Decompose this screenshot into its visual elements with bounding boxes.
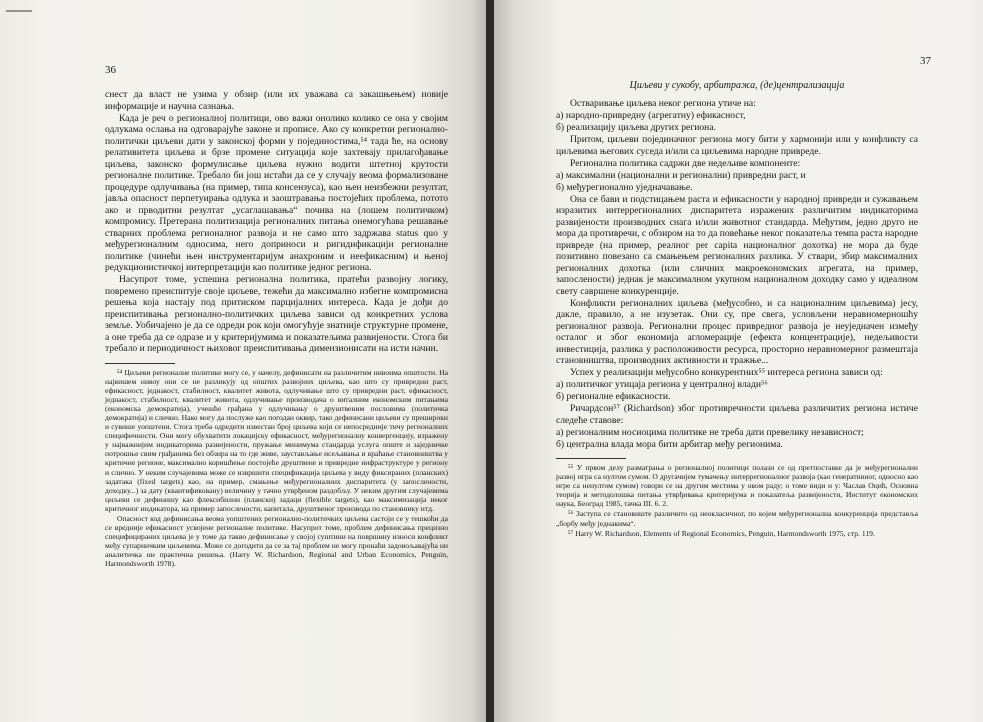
- right-paragraph-1: Остваривање циљева неког региона утиче на:: [570, 98, 756, 109]
- right-list-item-a3: а) политичког утицаја региона у централној влади⁵⁶: [556, 379, 768, 390]
- footnote-separator: [556, 458, 626, 459]
- footnote-separator: [105, 363, 175, 364]
- right-footnote-55: ⁵⁵ У првом делу разматрања о регионалној политици полази се од претпоставке да је међурегионални развој игра са нултом сумом. О другачијем тумачењу интеррегионалног развоја (као генеративног, односно као игре са ненултом сумом) говори се на другим местима у овом раду; о томе види и у: Часлав Оцић, Основна теорија и методолошка питања утврђивања критеријума и показатеља развијености, Институт економских наука, Београд 1985, тачка III. 6. 2.: [556, 463, 918, 509]
- right-paragraph-4: Она се бави и подстицањем раста и ефикасности у народној привреди и сужавањем изразитих интеррегионалних диспаритета изражених различитим индикаторима развијености производних снага и/или животног стандарда. Међутим, једно друго не мора да противречи, с обзиром на то да повећање неког показатеља темпа раста народне привреде (на пример, реалног per capita националног дохотка) не мора да буде позитивно повезано са смањењем регионалних разлика. У ствари, збир максималних регионалних дохотка (или сличних макроекономских агрегата, на пример, запослености) једнак је максималном укупном националном доходку само у идеалном свету савршене конкуренције.: [556, 193, 918, 297]
- right-footnote-56: ⁵⁶ Заступа се становиште различито од неокласичног, по којем међурегионална конкуренција представља „борбу међу једнакима“.: [556, 509, 918, 528]
- right-list-item-b1: б) реализацију циљева других региона.: [556, 122, 716, 133]
- right-list-item-a2: а) максимални (национални и регионални) привредни раст, и: [556, 169, 806, 181]
- right-page-number: 37: [920, 55, 931, 67]
- right-list-item-b4: б) централна влада мора бити арбитар међу регионима.: [556, 438, 783, 450]
- right-paragraph-5: Конфликти регионалних циљева (међусобно, и са националним циљевима) јесу, дакле, правило, а не изузетак. Они су, пре свега, условљени неравномерношћу регионалног развоја. Регионални процес привредног развоја је неуједначен између осталог и због економија агломерације (ефекта концентрације), недељивости инвестиција, разлика у расположивости ресурса, просторно неравномерног размештаја становништва, производних активности и тражње...: [556, 297, 918, 366]
- left-footnote-54: ⁵⁴ Циљеви регионалне политике могу се, у начелу, дефинисати на различитим нивоима општости. На највишем нивоу они се не разликују од општих развојних циљева, као што су привредни раст, ефикасност, једнакост, стабилност, квалитет живота, одлучивање што су привредни раст, ефикасност, једнакост, стабилност, квалитет живота, одлучивање производача о виталним економским питањима (економска демократија), учешће грађана у одлучивању о друштвеним пословима (политичка демократија) и слично. Нако могу да послуже као погодан оквир, тако дефинисани циљеви су прешироки и сувише уопштени. Стога треба одредити известан број циљева који се непосредније тичу регионалних специфичности. Они могу обухватити локацијску ефикасност, међурегионалну конвергенцију, изражену у најважнијим индикаторима развијености, пружање минимума стандарда услуга опште и заједничке потрошње свим грађанима без обзира на то где живе, заустављање исељавања и враћање становништва у критичне регионе, максимално коришћење постојеће друштвене и привредне инфраструктуре у региону и слично. У неким случајевима може се извршити спецификација циљева у виду фиксираних (планских) задатака (fixed targets) као, на пример, смањење међурегионалних диспаритета (у запослености, доходку...) за дату (квантификовану) величину у тачно утврђеном раздобљу. У неким другим случајевима циљеви се дефинишу као флексибилни (плански) задаци (flexible targets), као максимизација неког критичног индикатора, на пример запослености, капитала, друштвеног производа по становнику итд.: [105, 367, 448, 513]
- left-paragraph-2: Када је реч о регионалној политици, ово важи онолико колико се она у својим одлукама ослања на одговарајуће законе и прописе. Ако су конкретни регионално-политички циљеви дати у законској форми у појединостима,⁵⁴ тада ће, на основу релативитета циљева и брзе промене ситуација које захтевају прилагођавање циљева, законско формулисање циљева нужно водити штетној крутости регионалне политике. Требало би још истаћи да се у случају веома формализоване процедуре одлучивања (на пример, типа консензуса), као њен неизбежни резултат, јавља опасност перпетуирања одлука и заоштравања постојећих проблема, потото ако и прводитни резултат „усаглашавања“ почива на (лошем политичком) компромису. Претерана политизација регионалних питања онемогућава решавање стварних проблема регионалног развоја и не само што задржава status quo у међурегионалним односима, него доприноси и ригидификацији регионалне политике (чинећи њен инструментаријум анахроним и неефикасним) и њеној редукционистичкој интерпретацији као политике једног региона.: [105, 112, 448, 273]
- right-paragraph-6: Успех у реализацији међусобно конкурентних⁵⁵ интереса региона зависи од:: [570, 367, 883, 378]
- right-list-item-a4: а) регионалним носиоцима политике не треба дати превелику независност;: [556, 426, 864, 438]
- left-footnote-54-continued: Опасност код дефинисања веома уопштених регионално-политичких циљева састоји се у тешкоћи да се вредније ефикасност усвојене регионалне политике. Насупрот томе, проблем дефинисања прецизно специфицираних циљева је у томе да такво дефинисање у својој суштини на површину износи конфликт међу супарничким циљевима. Може се догодити да се за тај проблем не могу пронаћи задовољавајућа ни аналитичка ни практична решења. (Harry W. Richardson, Regional and Urban Economics, Penguin, Harmondsworth 1978).: [105, 514, 448, 569]
- right-paragraph-2: Притом, циљеви појединачног региона могу бити у хармонији или у конфликту са циљевима његових суседа и/или са циљевима народне привреде.: [556, 134, 918, 157]
- right-list-item-b3: б) регионалне ефикасности.: [556, 391, 671, 402]
- left-page-number: 36: [105, 64, 116, 76]
- right-page: [494, 0, 983, 722]
- left-paragraph-3: Насупрот томе, успешна регионална политика, пратећи развојну логику, повремено преиспитује своје циљеве, тежећи да максимално избегне компромисна решења која настају под притиском парцијалних интереса. Када је дођи до преиспитивања регионално-политичких циљева зависи од конкретних услова земље. Уобичајено је да се одреди рок који омогућује знатније структурне промене, а оне треба да се одразе и у критеријумима и показатељима развијености. Стога би требало и периодичност њиховог преиспитивања димензионисати на исти начин.: [105, 274, 448, 354]
- right-list-item-a1: а) народно-привредну (агрегатну) ефикасност,: [556, 110, 746, 121]
- right-list-item-b2: б) међурегионално уједначавање.: [556, 181, 693, 193]
- left-page: [0, 0, 486, 722]
- running-head: Циљеви у сукобу, арбитража, (де)централизација: [629, 80, 845, 91]
- left-paragraph-1: снест да власт не узима у обзир (или их уважава са закашњењем) новије информације и научна сазнања.: [105, 89, 448, 112]
- left-text-column: [105, 89, 448, 569]
- page-edge-mark: [6, 10, 32, 12]
- book-gutter: [486, 0, 494, 722]
- right-text-column: [556, 80, 918, 538]
- right-footnote-57: ⁵⁷ Harry W. Richardson, Elements of Regional Economics, Penguin, Harmondsworth 1975, стр. 119.: [568, 528, 875, 538]
- right-paragraph-7: Ричардсон⁵⁷ (Richardson) због противречности циљева различитих региона истиче следеће ставове:: [556, 403, 918, 426]
- right-paragraph-3: Регионална политика садржи две недељиве компоненте:: [570, 157, 801, 169]
